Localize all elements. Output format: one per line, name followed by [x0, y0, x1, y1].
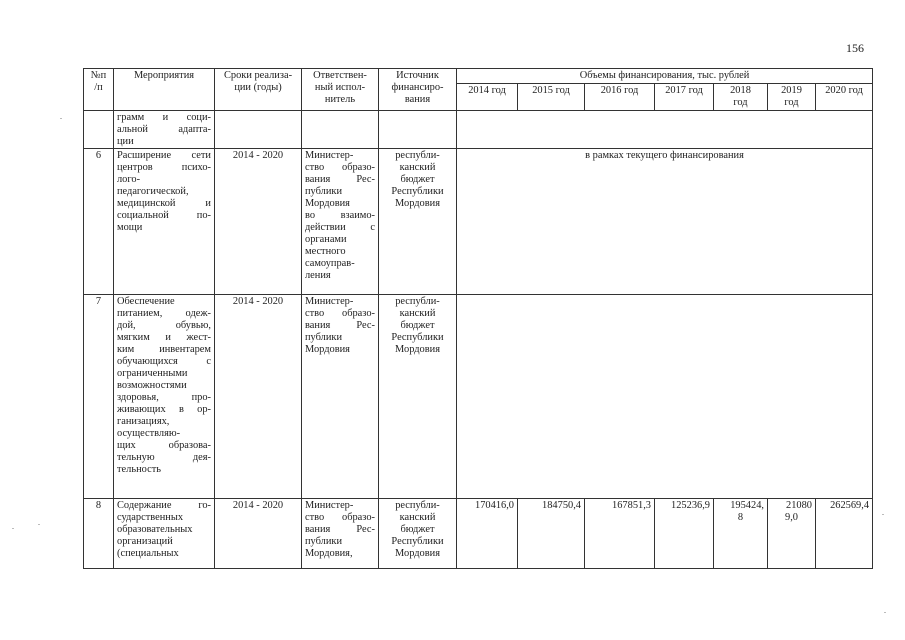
table-row — [84, 149, 873, 295]
header-executor-line: ный испол- — [314, 82, 366, 93]
measure-line: осуществляю- — [117, 428, 181, 439]
row-measure — [114, 499, 215, 569]
measure-line: грамм и соци- — [117, 112, 211, 123]
header-year-2018 — [714, 84, 768, 111]
value-line: 8 — [737, 512, 744, 523]
executor-line: вания Рес- — [305, 524, 375, 535]
header-source-line: финансиро- — [391, 82, 444, 93]
executor-line: вания Рес- — [305, 320, 375, 331]
header-executor-line: нитель — [324, 94, 356, 105]
value-line: 195424, — [730, 500, 764, 511]
value-line: 262569,4 — [830, 500, 870, 511]
executor-line: во взаимо- — [305, 210, 375, 221]
executor-line: ство образо- — [305, 308, 375, 319]
header-num — [84, 69, 114, 111]
value-2015 — [518, 499, 585, 569]
measure-line: тельную дея- — [117, 452, 211, 463]
executor-line: Мордовия — [305, 344, 350, 355]
source-line: Мордовия — [395, 198, 440, 209]
row-source — [379, 111, 457, 149]
value-2017 — [655, 499, 714, 569]
row-financing — [457, 111, 873, 149]
header-year-line: 2018 — [730, 85, 751, 96]
measure-line: питанием, одеж- — [117, 308, 211, 319]
source-line: республи- — [395, 296, 440, 307]
executor-line: публики — [305, 536, 343, 547]
scan-speck — [12, 528, 14, 529]
row-measure — [114, 149, 215, 295]
executor-line: местного — [305, 246, 346, 257]
measure-line: Обеспечение — [117, 296, 175, 307]
row-num: 7 — [84, 295, 114, 499]
measure-line: Содержание го- — [117, 500, 211, 511]
measure-line: организаций — [117, 536, 173, 547]
row-period: 2014 - 2020 — [215, 149, 302, 295]
executor-line: Министер- — [305, 500, 354, 511]
header-year-line: 2014 год — [468, 85, 506, 96]
scan-speck — [38, 524, 40, 525]
header-year-line: год — [784, 97, 799, 108]
measure-line: щих образова- — [117, 440, 211, 451]
row-num: 8 — [84, 499, 114, 569]
value-line: 9,0 — [785, 512, 798, 523]
measure-line: обучающихся с — [117, 356, 211, 367]
row-period — [215, 111, 302, 149]
row-measure — [114, 111, 215, 149]
source-line: республи- — [395, 150, 440, 161]
measure-line: ганизациях, — [117, 416, 170, 427]
source-line: бюджет — [400, 320, 435, 331]
row-executor — [302, 499, 379, 569]
table-row — [84, 295, 873, 499]
row-measure — [114, 295, 215, 499]
row-num: 6 — [84, 149, 114, 295]
row-financing-note: в рамках текущего финансирования — [457, 149, 873, 295]
table-row — [84, 499, 873, 569]
value-line: 167851,3 — [612, 500, 651, 511]
value-line: 125236,9 — [671, 500, 710, 511]
executor-line: публики — [305, 186, 343, 197]
row-source — [379, 499, 457, 569]
header-year-line: 2015 год — [532, 85, 570, 96]
executor-line: ство образо- — [305, 512, 375, 523]
header-period — [215, 69, 302, 111]
value-line: 170416,0 — [475, 500, 514, 511]
header-source — [379, 69, 457, 111]
header-year-line: 2016 год — [600, 85, 639, 96]
measure-line: тельность — [117, 464, 161, 475]
measure-line: мягким и жест- — [117, 332, 211, 343]
measure-line: медицинской и — [117, 198, 211, 209]
header-year-line: 2020 год — [825, 85, 863, 96]
header-year-2014 — [457, 84, 518, 111]
executor-line: Министер- — [305, 150, 354, 161]
source-line: республи- — [395, 500, 440, 511]
measure-line: здоровья, про- — [117, 392, 211, 403]
header-source-line: Источник — [396, 70, 439, 81]
row-period: 2014 - 2020 — [215, 499, 302, 569]
source-line: бюджет — [400, 524, 435, 535]
measure-line: (специальных — [117, 548, 179, 559]
value-2019 — [768, 499, 816, 569]
measure-line: ции — [117, 136, 134, 147]
table-row — [84, 111, 873, 149]
executor-line: Мордовия — [305, 198, 350, 209]
executor-line: действии с — [305, 222, 375, 233]
row-period: 2014 - 2020 — [215, 295, 302, 499]
header-source-line: вания — [404, 94, 431, 105]
header-year-2019 — [768, 84, 816, 111]
header-num-line: №п — [90, 70, 107, 81]
header-year-2015 — [518, 84, 585, 111]
header-volumes: Объемы финансирования, тыс. рублей — [457, 69, 873, 84]
executor-line: ления — [305, 270, 331, 281]
source-line: Республики — [391, 536, 444, 547]
source-line: бюджет — [400, 174, 435, 185]
source-line: Мордовия — [395, 548, 440, 559]
row-financing — [457, 295, 873, 499]
scan-speck — [60, 118, 62, 119]
measure-line: сударственных — [117, 512, 184, 523]
header-executor — [302, 69, 379, 111]
measure-line: возможностями — [117, 380, 187, 391]
executor-line: органами — [305, 234, 347, 245]
header-period-line: Сроки реализа- — [223, 70, 293, 81]
measure-line: центров психо- — [117, 162, 211, 173]
row-executor — [302, 149, 379, 295]
header-year-2016 — [585, 84, 655, 111]
measure-line: ким инвентарем — [117, 344, 211, 355]
measure-line: лого- — [117, 174, 141, 185]
header-measures: Мероприятия — [114, 69, 215, 111]
measure-line: дой, обувью, — [117, 320, 211, 331]
header-num-line: /п — [94, 82, 103, 93]
source-line: канский — [399, 308, 436, 319]
header-period-line: ции (годы) — [234, 82, 282, 93]
source-line: Мордовия — [395, 344, 440, 355]
measure-line: живающих в ор- — [117, 404, 211, 415]
measure-line: альной адапта- — [117, 124, 211, 135]
executor-line: вания Рес- — [305, 174, 375, 185]
measure-line: образовательных — [117, 524, 193, 535]
page-number: 156 — [846, 41, 864, 55]
executor-line: Министер- — [305, 296, 354, 307]
measure-line: Расширение сети — [117, 150, 211, 161]
row-num — [84, 111, 114, 149]
financing-table — [83, 68, 873, 569]
executor-line: публики — [305, 332, 343, 343]
header-year-2020 — [816, 84, 873, 111]
measure-line: социальной по- — [117, 210, 211, 221]
value-2018 — [714, 499, 768, 569]
source-line: Республики — [391, 186, 444, 197]
executor-line: ство образо- — [305, 162, 375, 173]
value-line: 184750,4 — [542, 500, 581, 511]
source-line: канский — [399, 512, 436, 523]
source-line: канский — [399, 162, 436, 173]
scan-speck — [882, 514, 884, 515]
measure-line: педагогической, — [117, 186, 189, 197]
value-2014 — [457, 499, 518, 569]
row-executor — [302, 111, 379, 149]
row-executor — [302, 295, 379, 499]
header-year-line: год — [733, 97, 748, 108]
header-executor-line: Ответствен- — [313, 70, 367, 81]
measure-line: ограниченными — [117, 368, 188, 379]
header-year-2017 — [655, 84, 714, 111]
header-year-line: 2019 — [781, 85, 802, 96]
source-line: Республики — [391, 332, 444, 343]
header-year-line: 2017 год — [665, 85, 703, 96]
value-2016 — [585, 499, 655, 569]
scan-speck — [884, 612, 886, 613]
row-source — [379, 149, 457, 295]
value-2020 — [816, 499, 873, 569]
row-source — [379, 295, 457, 499]
executor-line: Мордовия, — [305, 548, 353, 559]
value-line: 21080 — [786, 500, 812, 511]
executor-line: самоуправ- — [305, 258, 355, 269]
measure-line: мощи — [117, 222, 143, 233]
